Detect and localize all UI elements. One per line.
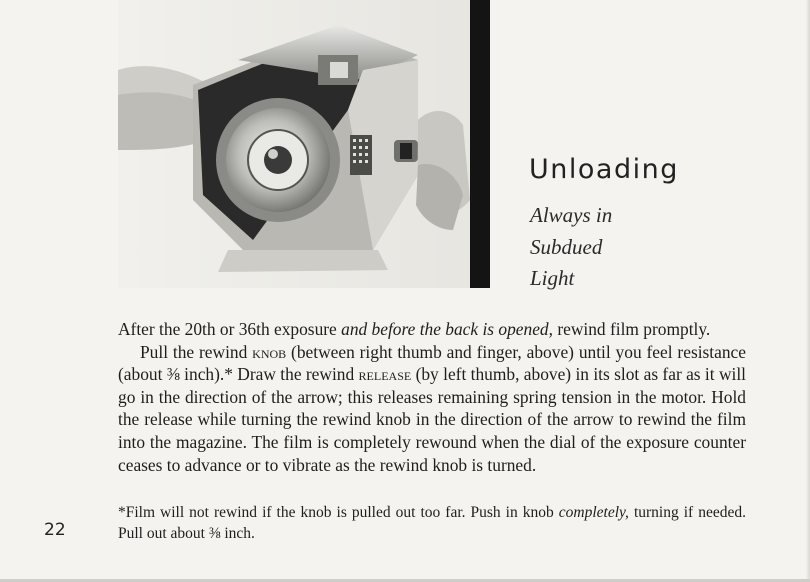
term-release: release — [358, 364, 412, 385]
subheading-line-2: Subdued — [530, 235, 603, 259]
section-heading: Unloading — [529, 154, 679, 185]
emphasis-text: completely, — [558, 504, 629, 521]
text-span: turning if needed. Pull out about ⅜ inch. — [118, 504, 746, 542]
instructions-body — [118, 318, 746, 476]
camera-photo — [118, 0, 490, 288]
page-edge-shadow — [806, 0, 810, 582]
subheading-line-1: Always in — [530, 203, 613, 227]
term-knob: knob — [252, 341, 287, 362]
text-span: *Film will not rewind if the knob is pulled out too far. Push in knob — [118, 504, 559, 521]
text-span: rewind film promptly. — [552, 319, 711, 339]
footnote — [118, 502, 746, 544]
text-span: After the 20th or 36th exposure — [118, 319, 342, 339]
subheading-line-3: Light — [530, 266, 575, 290]
paragraph-intro — [118, 318, 746, 341]
page-number: 22 — [44, 520, 66, 540]
emphasis-text: and before the back is opened, — [341, 319, 553, 339]
text-span: (between right thumb and finger, above) until you feel resistance (about ⅜ inch).* Draw the rewind — [118, 341, 746, 385]
paragraph-instructions — [118, 341, 746, 477]
text-span: Pull the rewind — [140, 341, 253, 362]
text-span: (by left thumb, above) in its slot as far as it will go in the direction of the arrow; this releases remaining spring tension in the motor. Hold the release while turning the rewind knob in the direction of the arrow to rewind the film into the magazine. The film is completely rewound when the dial of the exposure counter ceases to advance or to vibrate as the rewind knob is turned. — [118, 364, 747, 475]
